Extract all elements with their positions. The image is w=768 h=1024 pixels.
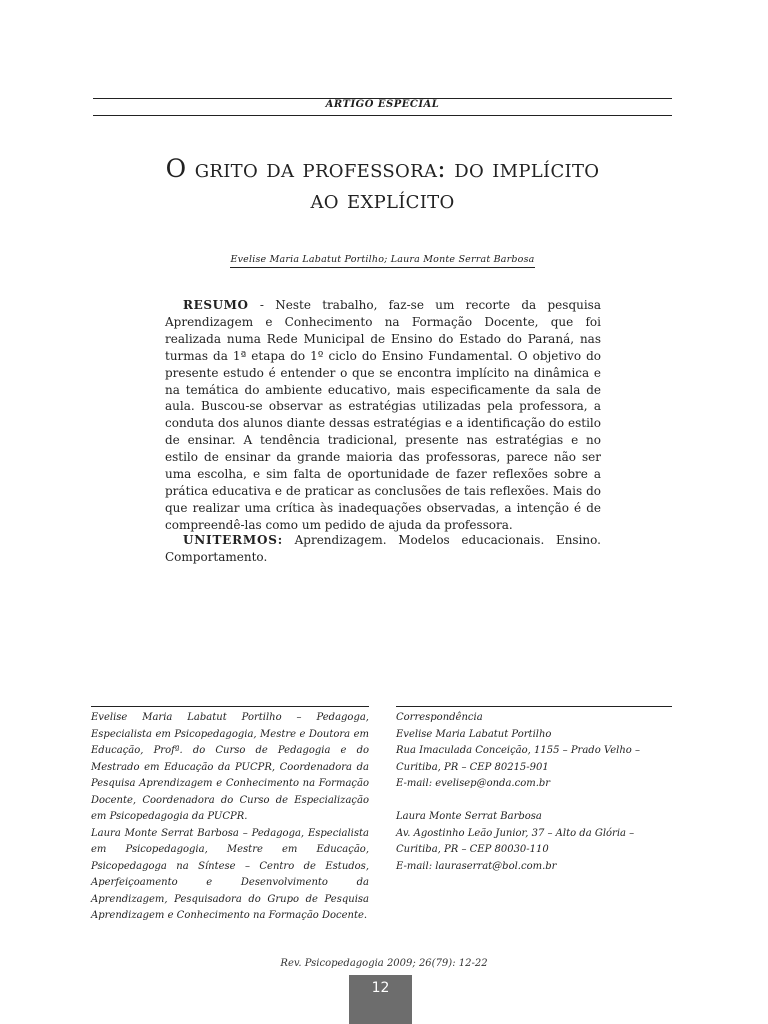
page-number: 12 — [349, 975, 412, 1024]
contact-1-name: Evelise Maria Labatut Portilho — [396, 728, 552, 740]
correspondence — [396, 710, 672, 875]
article-title — [93, 153, 672, 215]
section-label: ARTIGO ESPECIAL — [325, 99, 440, 110]
contact-2-email: E-mail: lauraserrat@bol.com.br — [396, 860, 557, 872]
footnote-rule-left — [91, 706, 369, 707]
keywords-label: UNITERMOS: — [183, 533, 283, 547]
authors-block — [93, 247, 672, 268]
contact-1-address-1: Rua Imaculada Conceição, 1155 – Prado Velho – — [396, 745, 640, 756]
journal-citation: Rev. Psicopedagogia 2009; 26(79): 12-22 — [280, 958, 488, 969]
abstract-label: RESUMO — [183, 298, 249, 312]
keywords-text: Aprendizagem. Modelos educacionais. Ensino. Comportamento. — [165, 533, 601, 564]
header-rule-bottom — [93, 115, 672, 116]
footnote-rule-right — [396, 706, 672, 707]
contact-1-address-2: Curitiba, PR – CEP 80215-901 — [396, 761, 549, 773]
keywords — [165, 532, 601, 566]
correspondence-heading: Correspondência — [396, 712, 483, 723]
affiliation-2: Laura Monte Serrat Barbosa – Pedagoga, Especialista em Psicopedagogia, Mestre em Educação, Psicopedagoga na Síntese – Centro de Estudos, Aperfeiçoamento e Desenvolvimento da Aprendizagem, Pesquisadora do Grupo de Pesquisa Aprendizagem e Conhecimento na Formação Docente. — [91, 827, 369, 921]
keywords-paragraph — [165, 532, 601, 566]
contact-2-address-1: Av. Agostinho Leão Junior, 37 – Alto da Glória – — [396, 827, 635, 839]
author-affiliations — [91, 710, 369, 925]
contact-1-email: E-mail: evelisep@onda.com.br — [396, 778, 551, 789]
authors-line: Evelise Maria Labatut Portilho; Laura Monte Serrat Barbosa — [230, 254, 534, 268]
abstract-text: - Neste trabalho, faz-se um recorte da pesquisa Aprendizagem e Conhecimento na Formação Docente, que foi realizada numa Rede Municipal de Ensino do Estado do Paraná, nas turmas da 1ª etapa do 1º ciclo do Ensino Fundamental. O objetivo do presente estudo é entender o que se encontra implícito na dinâmica e na temática do ambiente educativo, mais especificamente da sala de aula. Buscou-se observar as estratégias utilizadas pela professora, a conduta dos alunos diante dessas estratégias e a identificação do estilo de ensinar. A tendência tradicional, presente nas estratégias e no estilo de ensinar da grande maioria das professoras, parece não ser uma escolha, e sim falta de oportunidade de fazer reflexões sobre a prática educativa e de praticar as conclusões de tais reflexões. Mais do que realizar uma crítica às inadequações observadas, a intenção é de compreendê-las como um pedido de ajuda da professora. — [165, 298, 601, 532]
title-line-2: ao explícito — [310, 185, 455, 214]
contact-spacer — [396, 793, 672, 810]
contact-2-name: Laura Monte Serrat Barbosa — [396, 811, 542, 822]
title-line-1: O grito da professora: do implícito — [165, 154, 600, 183]
contact-2-address-2: Curitiba, PR – CEP 80030-110 — [396, 844, 549, 855]
abstract-paragraph — [165, 297, 601, 534]
abstract — [165, 297, 601, 534]
affiliation-1: Evelise Maria Labatut Portilho – Pedagoga, Especialista em Psicopedagogia, Mestre e Doutora em Educação, Profª. do Curso de Pedagogia e do Mestrado em Educação da PUCPR, Coordenadora da Pesquisa Aprendizagem e Conhecimento na Formação Docente, Coordenadora do Curso de Especialização em Psicopedagogia da PUCPR. — [91, 712, 369, 822]
